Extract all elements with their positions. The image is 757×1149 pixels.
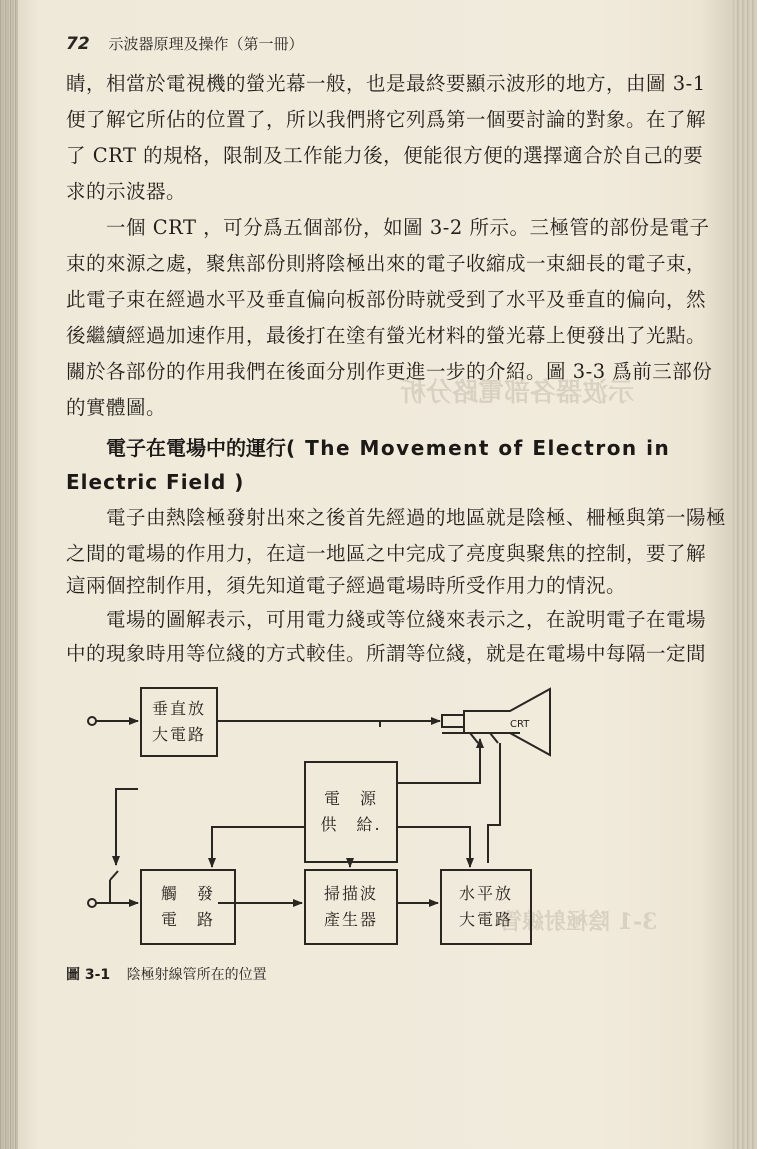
bleed-through-title: 示波器各部電路分析 xyxy=(400,378,635,408)
running-header xyxy=(66,33,303,57)
p2-line-1: 一個 CRT ，可分爲五個部份，如圖 3-2 所示。三極管的部份是電子 xyxy=(106,216,710,239)
trigger-line1: 觸 發 xyxy=(160,884,215,903)
p3-line-2: 之間的電場的作用力，在這一地區之中完成了亮度與聚焦的控制，要了解 xyxy=(66,542,707,565)
figure-number: 圖 3-1 xyxy=(66,967,111,983)
p1-line-4: 求的示波器。 xyxy=(66,180,187,203)
page-edges xyxy=(733,0,757,1149)
p3-line-1: 電子由熱陰極發射出來之後首先經過的地區就是陰極、柵極與第一陽極 xyxy=(106,506,727,529)
power-supply-line2: 供 給. xyxy=(320,815,382,834)
section-heading-line2: Electric Field ) xyxy=(66,470,245,494)
horizontal-amp-line1: 水平放 xyxy=(458,884,513,903)
book-spine xyxy=(0,0,18,1149)
p2-line-4: 後繼續經過加速作用，最後打在塗有螢光材料的螢光幕上便發出了光點。 xyxy=(66,324,707,347)
horizontal-amp-line2: 大電路 xyxy=(458,910,513,929)
crt-label: CRT xyxy=(510,719,530,730)
p2-line-3: 此電子束在經過水平及垂直偏向板部份時就受到了水平及垂直的偏向，然 xyxy=(66,288,707,311)
p4-line-1: 電場的圖解表示，可用電力綫或等位綫來表示之，在說明電子在電場 xyxy=(106,608,707,631)
horizontal-amp-block xyxy=(440,869,532,945)
sweep-gen-line1: 掃描波 xyxy=(323,884,378,903)
power-supply-block xyxy=(304,761,398,863)
figure-caption-text: 陰極射線管所在的位置 xyxy=(126,967,267,983)
p3-line-3: 這兩個控制作用，須先知道電子經過電場時所受作用力的情況。 xyxy=(66,574,627,597)
section-heading xyxy=(106,432,671,461)
p2-line-5: 關於各部份的作用我們在後面分別作更進一步的介紹。圖 3-3 爲前三部份 xyxy=(66,360,713,383)
vertical-amp-line2: 大電路 xyxy=(151,725,206,744)
book-title: 示波器原理及操作（第一冊） xyxy=(108,35,304,53)
p2-line-2: 束的來源之處，聚焦部份則將陰極出來的電子收縮成一束細長的電子束， xyxy=(66,252,707,275)
figure-caption xyxy=(66,964,267,984)
p1-line-3: 了 CRT 的規格，限制及工作能力後，便能很方便的選擇適合於自己的要 xyxy=(66,144,704,167)
page-number: 72 xyxy=(66,34,90,54)
p1-line-1: 睛，相當於電視機的螢光幕一般，也是最終要顯示波形的地方，由圖 3-1 xyxy=(66,72,706,95)
sweep-gen-line2: 產生器 xyxy=(323,910,378,929)
p4-line-2: 中的現象時用等位綫的方式較佳。所謂等位綫，就是在電場中每隔一定間 xyxy=(66,642,707,665)
power-supply-line1: 電 源 xyxy=(323,789,378,808)
block-diagram xyxy=(80,675,560,955)
trigger-line2: 電 路 xyxy=(160,910,215,929)
section-heading-cn: 電子在電場中的運行 xyxy=(106,436,286,460)
p2-line-6: 的實體圖。 xyxy=(66,396,167,419)
p1-line-2: 便了解它所佔的位置了，所以我們將它列爲第一個要討論的對象。在了解 xyxy=(66,108,707,131)
trigger-block xyxy=(140,869,236,945)
vertical-amp-block xyxy=(140,687,218,757)
vertical-amp-line1: 垂直放 xyxy=(151,699,206,718)
sweep-generator-block xyxy=(304,869,398,945)
bleed-through-section: 3-1 陰極射線管 xyxy=(500,909,658,935)
section-heading-en: ( The Movement of Electron in xyxy=(286,436,671,460)
